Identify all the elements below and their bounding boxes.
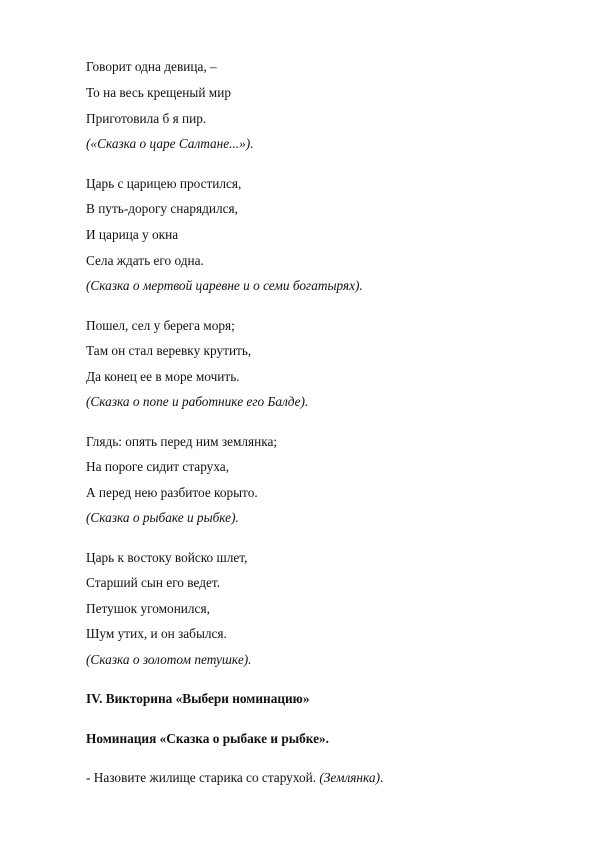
tale-source: (Сказка о попе и работнике его Балде).: [86, 394, 309, 409]
nomination-heading: Номинация «Сказка о рыбаке и рыбке».: [86, 731, 329, 746]
tale-source: (Сказка о золотом петушке).: [86, 652, 252, 667]
tale-source: (Сказка о рыбаке и рыбке).: [86, 510, 239, 525]
poem-line: Шум утих, и он забылся.: [86, 626, 227, 641]
question-end: .: [380, 770, 384, 785]
poem-line: Глядь: опять перед ним землянка;: [86, 434, 278, 449]
poem-line: Говорит одна девица, –: [86, 59, 217, 74]
poem-line: Села ждать его одна.: [86, 253, 204, 268]
poem-line: Приготовила б я пир.: [86, 111, 207, 126]
poem-line: То на весь крещеный мир: [86, 85, 231, 100]
poem-line: И царица у окна: [86, 227, 179, 242]
poem-line: Царь к востоку войско шлет,: [86, 550, 248, 565]
section-heading: IV. Викторина «Выбери номинацию»: [86, 691, 310, 706]
question-answer: (Землянка): [319, 770, 380, 785]
poem-line: В путь-дорогу снарядился,: [86, 201, 238, 216]
poem-line: Петушок угомонился,: [86, 601, 210, 616]
quiz-question: [86, 770, 383, 786]
question-text: - Назовите жилище старика со старухой.: [86, 770, 320, 785]
tale-source: (Сказка о мертвой царевне и о семи богатырях).: [86, 278, 363, 293]
poem-line: А перед нею разбитое корыто.: [86, 485, 258, 500]
poem-line: Там он стал веревку крутить,: [86, 343, 252, 358]
poem-line: Пошел, сел у берега моря;: [86, 318, 235, 333]
poem-line: Царь с царицею простился,: [86, 176, 242, 191]
poem-line: Старший сын его ведет.: [86, 575, 221, 590]
tale-source: («Сказка о царе Салтане...»).: [86, 136, 254, 151]
poem-line: Да конец ее в море мочить.: [86, 369, 240, 384]
poem-line: На пороге сидит старуха,: [86, 459, 230, 474]
